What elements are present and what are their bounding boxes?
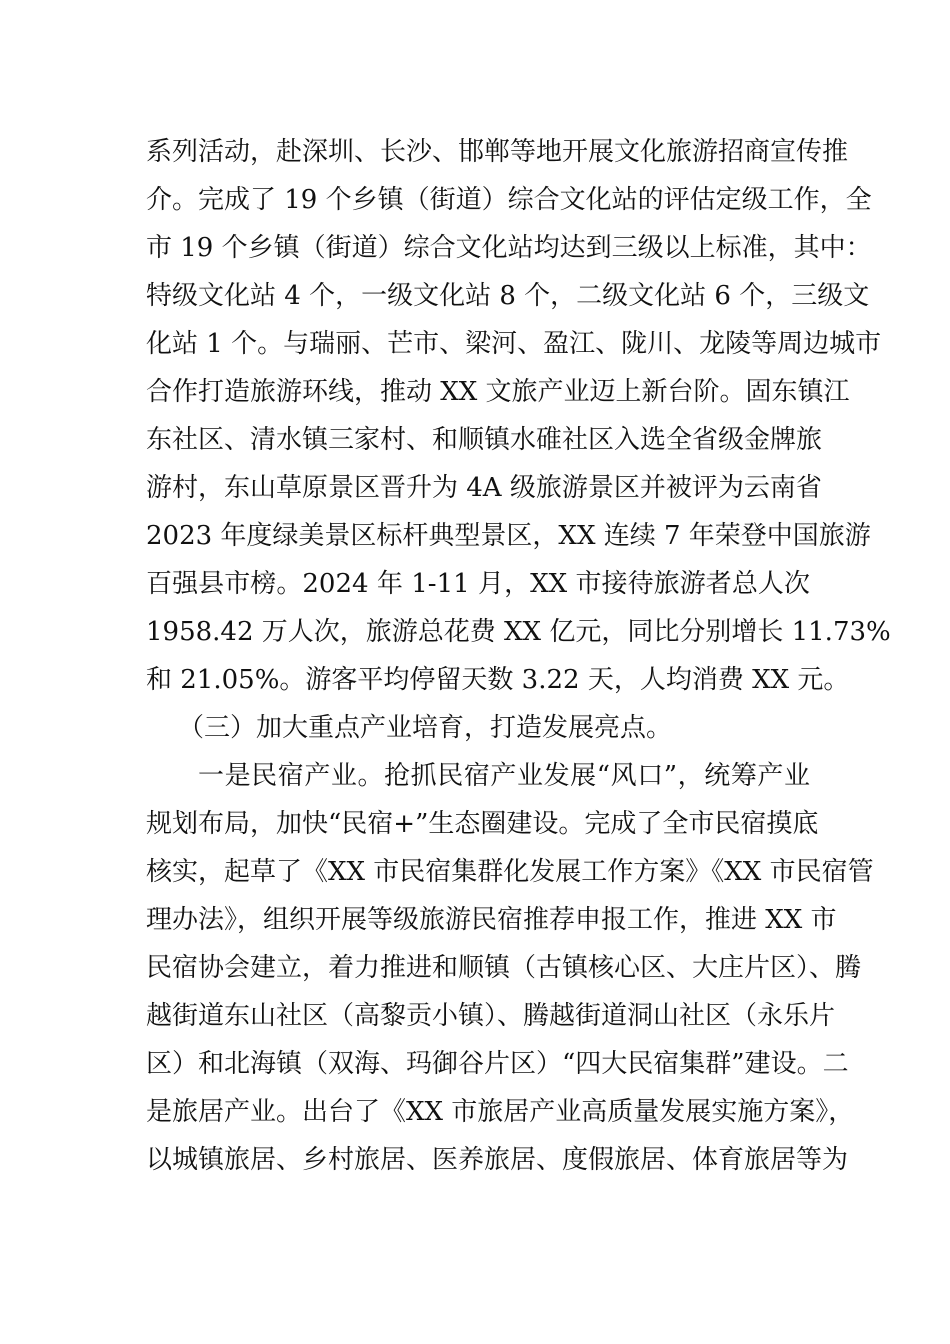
text-line: 特级文化站 4 个，一级文化站 8 个，二级文化站 6 个，三级文 [146,281,870,311]
text-line: 区）和北海镇（双海、玛御谷片区）“四大民宿集群”建设。二 [146,1049,849,1079]
section-heading: （三）加大重点产业培育，打造发展亮点。 [178,713,673,743]
text-line: 游村，东山草原景区晋升为 4A 级旅游景区并被评为云南省 [146,473,822,503]
text-line: 越街道东山社区（高黎贡小镇）、腾越街道洞山社区（永乐片 [146,1001,836,1031]
text-line: 一是民宿产业。抢抓民宿产业发展“风口”，统筹产业 [198,761,810,791]
text-line: 是旅居产业。出台了《XX 市旅居产业高质量发展实施方案》， [146,1097,855,1127]
text-line: 系列活动，赴深圳、长沙、邯郸等地开展文化旅游招商宣传推 [146,137,849,167]
document-body [146,128,891,1184]
text-line: 民宿协会建立，着力推进和顺镇（古镇核心区、大庄片区）、腾 [146,953,862,983]
text-line: 合作打造旅游环线，推动 XX 文旅产业迈上新台阶。固东镇江 [146,377,850,407]
text-line: 和 21.05%。游客平均停留天数 3.22 天，人均消费 XX 元。 [146,665,850,695]
text-line: 以城镇旅居、乡村旅居、医养旅居、度假旅居、体育旅居等为 [146,1145,849,1175]
text-line: 规划布局，加快“民宿+”生态圈建设。完成了全市民宿摸底 [146,809,819,839]
text-line: 1958.42 万人次，旅游总花费 XX 亿元，同比分别增长 11.73% [146,617,891,647]
text-line: 介。完成了 19 个乡镇（街道）综合文化站的评估定级工作，全 [146,185,872,215]
text-line: 化站 1 个。与瑞丽、芒市、梁河、盈江、陇川、龙陵等周边城市 [146,329,882,359]
text-line: 东社区、清水镇三家村、和顺镇水碓社区入选全省级金牌旅 [146,425,823,455]
paragraph-tourism-results [146,128,891,704]
text-line: 2023 年度绿美景区标杆典型景区，XX 连续 7 年荣登中国旅游 [146,521,871,551]
text-line: 理办法》，组织开展等级旅游民宿推荐申报工作，推进 XX 市 [146,905,837,935]
paragraph-key-industries [146,752,874,1184]
text-line: 百强县市榜。2024 年 1-11 月，XX 市接待旅游者总人次 [146,569,810,599]
text-line: 核实，起草了《XX 市民宿集群化发展工作方案》《XX 市民宿管 [146,857,874,887]
text-line: 市 19 个乡镇（街道）综合文化站均达到三级以上标准，其中： [146,233,872,263]
